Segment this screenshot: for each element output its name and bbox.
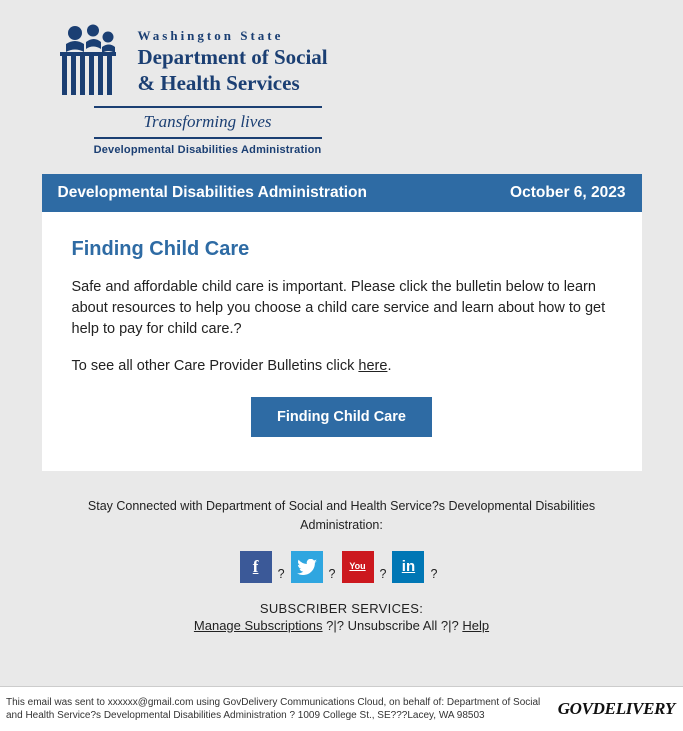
footer-block: [42, 471, 642, 641]
bulletins-here-link[interactable]: here: [358, 358, 388, 375]
help-link[interactable]: Help: [462, 617, 490, 633]
linkedin-icon[interactable]: [392, 551, 424, 583]
article-paragraph-2: [72, 356, 612, 377]
subscriber-services-title: SUBSCRIBER SERVICES:: [259, 600, 424, 616]
page-title: Finding Child Care: [71, 238, 250, 260]
logo-wordmark: [138, 24, 328, 95]
social-separator-3: ?: [379, 566, 387, 581]
youtube-icon[interactable]: [342, 551, 374, 583]
logo-row: [52, 24, 642, 96]
finding-child-care-button[interactable]: Finding Child Care: [251, 397, 432, 437]
paragraph-2-prefix: To see all other Care Provider Bulletins click: [71, 358, 359, 375]
facebook-icon[interactable]: [240, 551, 272, 583]
facebook-glyph: f: [252, 556, 259, 576]
logo-tagline: [94, 106, 322, 139]
bulletin-program-name: Developmental Disabilities Administration: [57, 184, 367, 201]
bulletin-title-bar: [42, 174, 642, 212]
social-separator-1: ?: [277, 566, 285, 581]
twitter-icon[interactable]: [291, 551, 323, 583]
article-paragraph-1: Safe and affordable child care is important. Please click the bulletin below to learn about resources to help you choose a child care service and learn about how to get help to pay for child care.?: [71, 279, 606, 338]
bulletin-body: [42, 212, 642, 471]
social-icons-row: [42, 551, 642, 583]
twitter-bird-glyph: [297, 559, 317, 575]
manage-subscriptions-link[interactable]: Manage Subscriptions: [193, 617, 323, 633]
bulletin-date: October 6, 2023: [510, 184, 626, 201]
logo-wrap: [42, 24, 642, 156]
logo-band: [0, 0, 683, 174]
social-separator-4: ?: [430, 566, 438, 581]
social-separator-2: ?: [328, 566, 336, 581]
subscriber-services-links: [42, 618, 642, 633]
content-column: [42, 174, 642, 471]
links-separator-2: ?|?: [440, 617, 459, 633]
stay-connected-text: Stay Connected with Department of Social and Health Service?s Developmental Disabilities Administration:: [87, 499, 596, 532]
email-fine-print: This email was sent to xxxxxx@gmail.com using GovDelivery Communications Cloud, on behalf of: Department of Social and Health Service?s Developmental Disabilities Administration ? 1009 College St., SE???Lacey, WA 98503: [6, 696, 541, 721]
logo-line1: Washington State: [137, 28, 284, 43]
paragraph-2-suffix: .: [387, 358, 392, 375]
youtube-glyph: You: [349, 561, 366, 572]
logo-subunit: Developmental Disabilities Administration: [93, 144, 322, 156]
govdelivery-logo: GOVDELIVERY: [557, 699, 675, 718]
logo-line2: Department of Social: [137, 45, 328, 69]
cta-wrapper: [72, 397, 612, 437]
linkedin-glyph: in: [401, 558, 416, 576]
email-footer-bar: [0, 686, 683, 731]
dshs-people-logo-icon: [52, 24, 126, 96]
unsubscribe-all-label[interactable]: Unsubscribe All: [347, 617, 438, 633]
logo-line3: & Health Services: [137, 70, 300, 95]
logo-tagline-text: Transforming lives: [143, 112, 272, 131]
links-separator-1: ?|?: [326, 617, 345, 633]
